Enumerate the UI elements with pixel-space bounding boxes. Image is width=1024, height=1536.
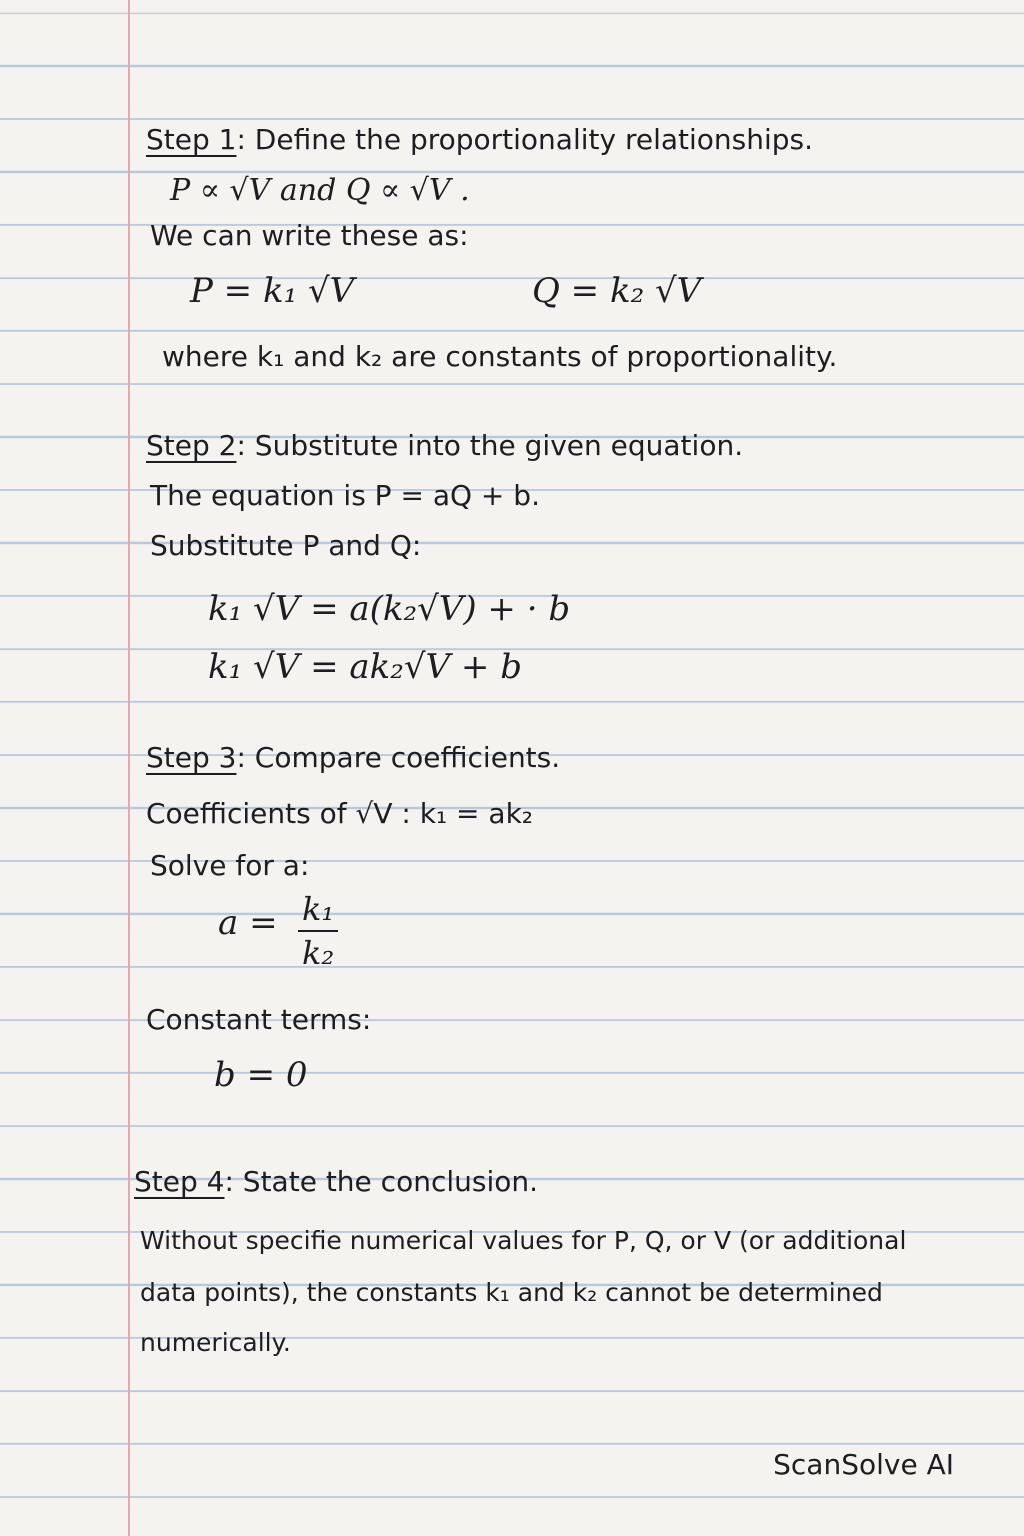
- step1-line: [146, 123, 814, 156]
- step4-line1: Without specifie numerical values for P, Q, or V (or additional: [140, 1226, 907, 1255]
- step2-eq1: k₁ √V = a(k₂√V) + · b: [208, 589, 571, 629]
- notebook-margin-line: [128, 0, 130, 1536]
- step2-line: [146, 429, 744, 462]
- step2-eq2: k₁ √V = ak₂√V + b: [208, 647, 522, 687]
- step1-heading: Step 1: [146, 123, 237, 156]
- step4-heading: Step 4: [134, 1165, 225, 1198]
- step3-fraction: [298, 890, 338, 972]
- step1-note: where k₁ and k₂ are constants of proportionality.: [162, 340, 838, 373]
- step3-title: : Compare coefficients.: [236, 741, 561, 774]
- step2-line1: The equation is P = aQ + b.: [150, 479, 540, 512]
- step2-heading: Step 2: [146, 429, 237, 462]
- step3-b-eq: b = 0: [214, 1055, 308, 1095]
- step4-line3: numerically.: [140, 1328, 291, 1357]
- step1-intro: We can write these as:: [150, 219, 469, 252]
- fraction-numerator: k₁: [298, 890, 338, 932]
- step3-heading: Step 3: [146, 741, 237, 774]
- step4-title: : State the conclusion.: [224, 1165, 539, 1198]
- step3-a-lhs: a =: [218, 903, 278, 943]
- step2-title: : Substitute into the given equation.: [236, 429, 744, 462]
- step4-line2: data points), the constants k₁ and k₂ cannot be determined: [140, 1278, 883, 1307]
- step4-line: [134, 1165, 539, 1198]
- step1-eq-p: P = k₁ √V: [190, 271, 355, 311]
- brand-watermark: ScanSolve AI: [773, 1448, 954, 1481]
- step3-solve: Solve for a:: [150, 849, 310, 882]
- step1-proportional: P ∝ √V and Q ∝ √V .: [170, 173, 470, 208]
- step1-eq-q: Q = k₂ √V: [532, 271, 702, 311]
- step3-line: [146, 741, 561, 774]
- step3-coeff-line: Coefficients of √V : k₁ = ak₂: [146, 797, 534, 830]
- step1-title: : Define the proportionality relationships.: [236, 123, 814, 156]
- fraction-denominator: k₂: [302, 934, 335, 972]
- step2-line2: Substitute P and Q:: [150, 529, 422, 562]
- step3-constant: Constant terms:: [146, 1003, 372, 1036]
